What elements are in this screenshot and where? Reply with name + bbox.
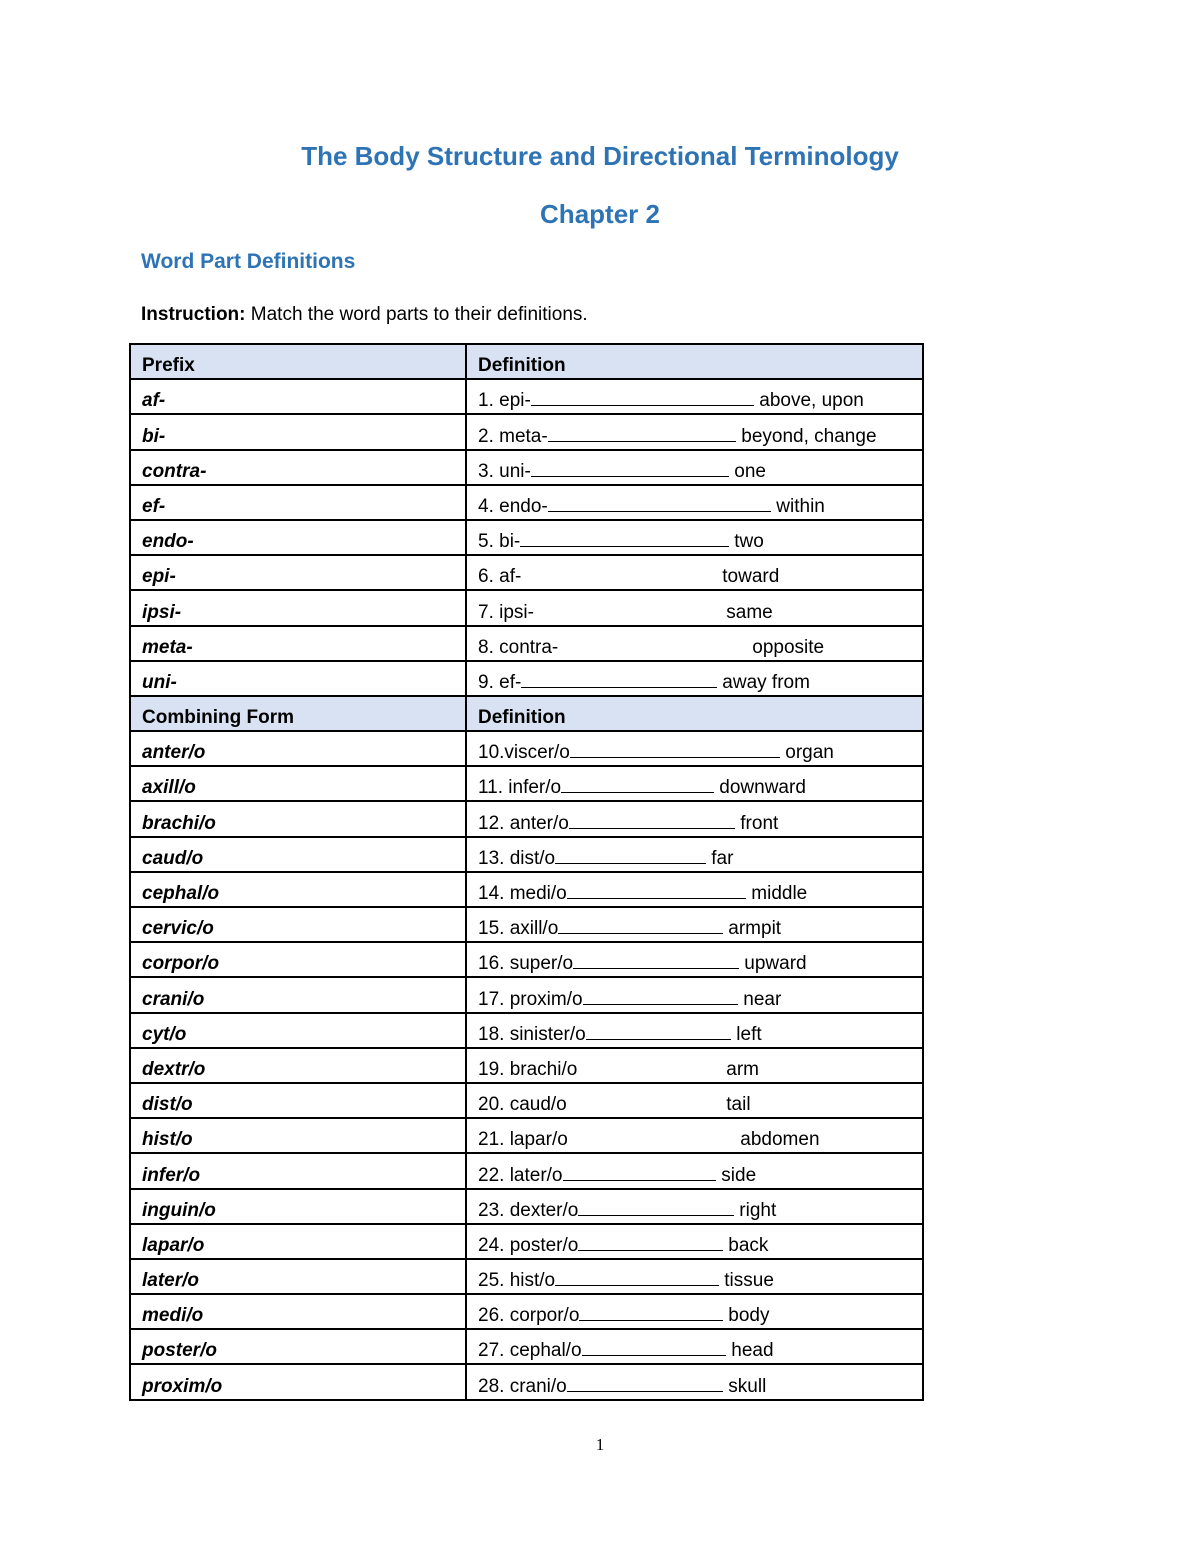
definition-text: near bbox=[743, 988, 782, 1010]
table-row bbox=[130, 872, 923, 907]
definition-cell bbox=[466, 555, 923, 590]
item-label: 15. axill/o bbox=[478, 918, 559, 940]
word-part-term: endo- bbox=[130, 520, 466, 555]
definition-text: beyond, change bbox=[741, 425, 877, 447]
definition-text: two bbox=[734, 531, 764, 553]
item-label: 28. crani/o bbox=[478, 1375, 567, 1397]
item-label: 17. proxim/o bbox=[478, 988, 583, 1010]
word-part-term: inguin/o bbox=[130, 1189, 466, 1224]
table-row bbox=[130, 555, 923, 590]
item-label: 11. infer/o bbox=[478, 777, 562, 799]
answer-blank[interactable] bbox=[558, 933, 723, 934]
definition-cell bbox=[466, 1153, 923, 1188]
word-part-term: medi/o bbox=[130, 1294, 466, 1329]
definition-cell bbox=[466, 1013, 923, 1048]
answer-blank[interactable] bbox=[573, 968, 739, 969]
definition-cell bbox=[466, 661, 923, 696]
word-part-table bbox=[129, 343, 924, 1401]
item-label: 1. epi- bbox=[478, 390, 531, 412]
word-part-term: corpor/o bbox=[130, 942, 466, 977]
answer-blank[interactable] bbox=[548, 511, 771, 512]
instruction-label: Instruction: bbox=[141, 304, 246, 325]
table-row bbox=[130, 801, 923, 836]
table-row bbox=[130, 1048, 923, 1083]
table-row bbox=[130, 942, 923, 977]
table-row bbox=[130, 1329, 923, 1364]
item-label: 8. contra- bbox=[478, 636, 559, 658]
definition-cell bbox=[466, 520, 923, 555]
word-part-term: poster/o bbox=[130, 1329, 466, 1364]
word-part-term: infer/o bbox=[130, 1153, 466, 1188]
definition-text: armpit bbox=[728, 918, 782, 940]
answer-blank[interactable] bbox=[521, 687, 717, 688]
definition-text: above, upon bbox=[759, 390, 864, 412]
word-part-term: cervic/o bbox=[130, 907, 466, 942]
definition-text: front bbox=[740, 812, 779, 834]
definition-cell bbox=[466, 1329, 923, 1364]
definition-cell bbox=[466, 801, 923, 836]
answer-blank[interactable] bbox=[567, 1391, 723, 1392]
answer-blank[interactable] bbox=[579, 1320, 723, 1321]
item-label: 22. later/o bbox=[478, 1164, 563, 1186]
definition-header: Definition bbox=[466, 696, 923, 731]
item-label: 4. endo- bbox=[478, 495, 548, 517]
table-row bbox=[130, 1224, 923, 1259]
answer-blank[interactable] bbox=[548, 441, 736, 442]
table-row bbox=[130, 1153, 923, 1188]
table-row bbox=[130, 837, 923, 872]
definition-text: abdomen bbox=[740, 1129, 820, 1151]
answer-blank[interactable] bbox=[563, 1180, 717, 1181]
definition-text: left bbox=[736, 1023, 762, 1045]
definition-cell bbox=[466, 379, 923, 414]
table-row bbox=[130, 1083, 923, 1118]
table-row bbox=[130, 520, 923, 555]
definition-cell bbox=[466, 1189, 923, 1224]
combining-form-header: Combining Form bbox=[130, 696, 466, 731]
item-label: 7. ipsi- bbox=[478, 601, 534, 623]
word-part-term: ef- bbox=[130, 485, 466, 520]
word-part-term: caud/o bbox=[130, 837, 466, 872]
definition-cell bbox=[466, 942, 923, 977]
word-part-term: af- bbox=[130, 379, 466, 414]
table-row bbox=[130, 1364, 923, 1399]
table-row bbox=[130, 661, 923, 696]
definition-text: side bbox=[721, 1164, 757, 1186]
word-part-term: hist/o bbox=[130, 1118, 466, 1153]
prefix-header-row bbox=[130, 344, 923, 379]
word-part-term: ipsi- bbox=[130, 590, 466, 625]
item-label: 25. hist/o bbox=[478, 1270, 556, 1292]
word-part-term: cyt/o bbox=[130, 1013, 466, 1048]
definition-cell bbox=[466, 626, 923, 661]
table-row bbox=[130, 414, 923, 449]
word-part-term: anter/o bbox=[130, 731, 466, 766]
word-part-term: dist/o bbox=[130, 1083, 466, 1118]
definition-text: skull bbox=[728, 1375, 767, 1397]
definition-text: tail bbox=[726, 1094, 751, 1116]
document-title: The Body Structure and Directional Terminology bbox=[301, 141, 899, 171]
item-label: 18. sinister/o bbox=[478, 1023, 586, 1045]
word-part-term: crani/o bbox=[130, 977, 466, 1012]
item-label: 21. lapar/o bbox=[478, 1129, 568, 1151]
answer-blank[interactable] bbox=[561, 792, 714, 793]
definition-text: body bbox=[728, 1305, 770, 1327]
word-part-term: later/o bbox=[130, 1259, 466, 1294]
definition-cell bbox=[466, 1083, 923, 1118]
item-label: 6. af- bbox=[478, 566, 522, 588]
definition-text: opposite bbox=[752, 636, 825, 658]
definition-cell bbox=[466, 1364, 923, 1399]
answer-blank[interactable] bbox=[582, 1355, 726, 1356]
table-row bbox=[130, 450, 923, 485]
definition-cell bbox=[466, 450, 923, 485]
definition-cell bbox=[466, 485, 923, 520]
word-part-term: proxim/o bbox=[130, 1364, 466, 1399]
word-part-term: axill/o bbox=[130, 766, 466, 801]
definition-cell bbox=[466, 414, 923, 449]
answer-blank[interactable] bbox=[555, 1285, 719, 1286]
answer-blank[interactable] bbox=[520, 546, 729, 547]
word-part-term: brachi/o bbox=[130, 801, 466, 836]
answer-blank[interactable] bbox=[586, 1039, 731, 1040]
definition-header: Definition bbox=[466, 344, 923, 379]
definition-text: tissue bbox=[724, 1270, 774, 1292]
definition-text: right bbox=[739, 1199, 777, 1221]
page-number: 1 bbox=[595, 1435, 605, 1454]
item-label: 20. caud/o bbox=[478, 1094, 567, 1116]
item-label: 16. super/o bbox=[478, 953, 574, 975]
item-label: 12. anter/o bbox=[478, 812, 569, 834]
definition-cell bbox=[466, 731, 923, 766]
section-heading: Word Part Definitions bbox=[141, 250, 356, 273]
definition-text: arm bbox=[726, 1058, 760, 1080]
instruction-text: Match the word parts to their definitions. bbox=[245, 304, 588, 325]
word-part-term: dextr/o bbox=[130, 1048, 466, 1083]
table-row bbox=[130, 1259, 923, 1294]
word-part-term: bi- bbox=[130, 414, 466, 449]
definition-cell bbox=[466, 1118, 923, 1153]
word-part-term: cephal/o bbox=[130, 872, 466, 907]
item-label: 10.viscer/o bbox=[478, 742, 570, 764]
answer-blank[interactable] bbox=[531, 476, 729, 477]
item-label: 13. dist/o bbox=[478, 847, 556, 869]
definition-text: upward bbox=[744, 953, 807, 975]
table-row bbox=[130, 731, 923, 766]
answer-blank[interactable] bbox=[578, 1215, 734, 1216]
table-row bbox=[130, 766, 923, 801]
word-part-term: epi- bbox=[130, 555, 466, 590]
table-row bbox=[130, 1013, 923, 1048]
item-label: 5. bi- bbox=[478, 531, 521, 553]
item-label: 24. poster/o bbox=[478, 1234, 579, 1256]
item-label: 23. dexter/o bbox=[478, 1199, 579, 1221]
instruction bbox=[141, 304, 588, 326]
table-row bbox=[130, 1118, 923, 1153]
definition-text: head bbox=[731, 1340, 774, 1362]
definition-text: same bbox=[726, 601, 773, 623]
answer-blank[interactable] bbox=[569, 828, 735, 829]
answer-blank[interactable] bbox=[578, 1250, 723, 1251]
definition-cell bbox=[466, 1259, 923, 1294]
definition-text: far bbox=[711, 847, 734, 869]
combining-header-row bbox=[130, 696, 923, 731]
answer-blank[interactable] bbox=[531, 405, 754, 406]
item-label: 19. brachi/o bbox=[478, 1058, 578, 1080]
answer-blank[interactable] bbox=[567, 898, 746, 899]
table-row bbox=[130, 1189, 923, 1224]
table-row bbox=[130, 379, 923, 414]
definition-text: away from bbox=[722, 671, 810, 693]
table-row bbox=[130, 485, 923, 520]
chapter-heading: Chapter 2 bbox=[540, 199, 660, 229]
definition-cell bbox=[466, 590, 923, 625]
prefix-header: Prefix bbox=[130, 344, 466, 379]
definition-cell bbox=[466, 1224, 923, 1259]
definition-text: one bbox=[734, 460, 766, 482]
definition-cell bbox=[466, 977, 923, 1012]
table-row bbox=[130, 626, 923, 661]
item-label: 3. uni- bbox=[478, 460, 531, 482]
table-row bbox=[130, 590, 923, 625]
item-label: 2. meta- bbox=[478, 425, 548, 447]
definition-cell bbox=[466, 837, 923, 872]
table-row bbox=[130, 907, 923, 942]
definition-cell bbox=[466, 766, 923, 801]
definition-cell bbox=[466, 872, 923, 907]
word-part-term: contra- bbox=[130, 450, 466, 485]
item-label: 26. corpor/o bbox=[478, 1305, 580, 1327]
table-row bbox=[130, 977, 923, 1012]
definition-text: organ bbox=[785, 742, 834, 764]
item-label: 27. cephal/o bbox=[478, 1340, 582, 1362]
item-label: 9. ef- bbox=[478, 671, 522, 693]
table-row bbox=[130, 1294, 923, 1329]
definition-text: back bbox=[728, 1234, 769, 1256]
answer-blank[interactable] bbox=[583, 1004, 738, 1005]
definition-text: middle bbox=[751, 883, 808, 904]
definition-cell bbox=[466, 907, 923, 942]
word-part-term: meta- bbox=[130, 626, 466, 661]
definition-text: downward bbox=[719, 777, 806, 799]
answer-blank[interactable] bbox=[555, 863, 706, 864]
word-part-term: lapar/o bbox=[130, 1224, 466, 1259]
definition-text: toward bbox=[722, 566, 780, 588]
definition-cell bbox=[466, 1048, 923, 1083]
item-label: 14. medi/o bbox=[478, 883, 567, 904]
definition-text: within bbox=[776, 495, 825, 517]
word-part-term: uni- bbox=[130, 661, 466, 696]
answer-blank[interactable] bbox=[570, 757, 780, 758]
definition-cell bbox=[466, 1294, 923, 1329]
